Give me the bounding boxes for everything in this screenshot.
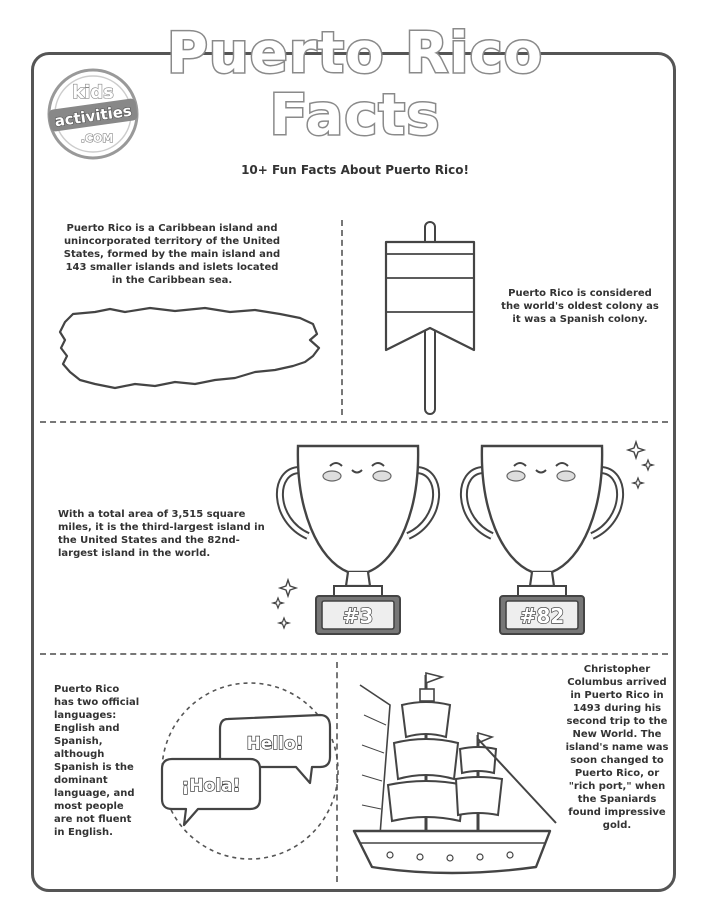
fact-island: Puerto Rico is a Caribbean island and unincorporated territory of the United States, formed by the main island and 143 smaller islands and islets located in the Caribbean sea. xyxy=(63,223,281,286)
divider-col-top xyxy=(341,220,343,415)
fact-columbus: Christopher Columbus arrived in Puerto Rico in 1493 during his second trip to the New World. The island's name was soon changed to Puerto Rico, or "rich port," when the Spaniards found impressive gold. xyxy=(565,664,669,831)
fact-languages: Puerto Rico has two official languages: English and Spanish, although Spanish is the dominant language, and most people are not fluent in English. xyxy=(54,684,140,838)
fact-colony: Puerto Rico is considered the world's oldest colony as it was a Spanish colony. xyxy=(501,288,659,325)
trophy-left-rank: #3 xyxy=(342,604,374,628)
sparkle-icon-right xyxy=(626,440,656,500)
flag-icon xyxy=(380,218,480,418)
bubble-hello-text: Hello! xyxy=(246,734,304,754)
page-subtitle: 10+ Fun Facts About Puerto Rico! xyxy=(241,163,469,177)
logo-com-text: .COM xyxy=(80,132,114,145)
divider-row-2 xyxy=(40,653,668,655)
sparkle-icon-left xyxy=(270,578,300,638)
page-title-line-2: Facts xyxy=(269,83,441,148)
bubble-hola-text: ¡Hola! xyxy=(181,776,241,796)
trophy-icon-right xyxy=(452,440,632,640)
divider-row-1 xyxy=(40,421,668,423)
island-map-icon xyxy=(55,300,325,400)
trophy-right-rank: #82 xyxy=(519,604,565,628)
speech-bubble-icon xyxy=(150,675,350,865)
fact-area: With a total area of 3,515 square miles, it is the third-largest island in the United States and the 82nd-largest island in the world. xyxy=(58,509,265,559)
logo-kids-text: kids xyxy=(72,82,114,103)
logo-activities-text: activities xyxy=(53,101,133,131)
kids-activities-logo xyxy=(45,66,141,162)
page-title-line-1: Puerto Rico xyxy=(166,21,544,86)
ship-icon xyxy=(350,665,560,880)
